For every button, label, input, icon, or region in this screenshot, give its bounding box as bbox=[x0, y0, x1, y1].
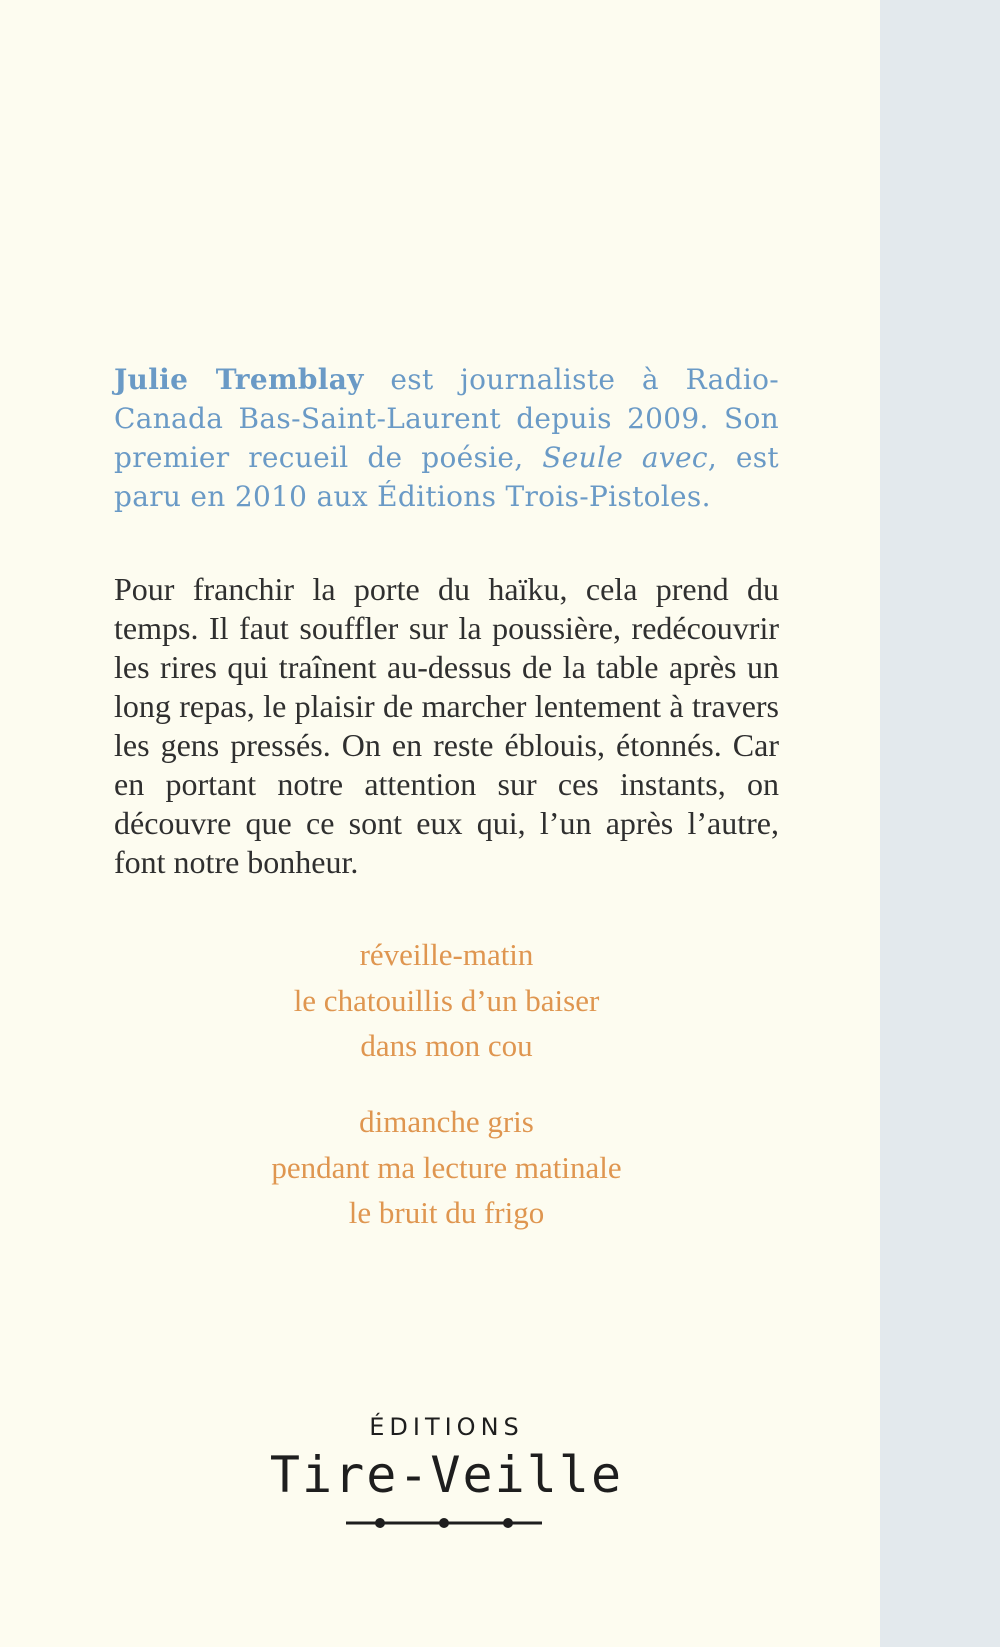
author-bio bbox=[114, 360, 779, 516]
book-blurb: Pour franchir la porte du haïku, cela prend du temps. Il faut souffler sur la poussière, redécouvrir les rires qui traînent au-dessus de la table après un long repas, le plaisir de marcher lentement à travers les gens pressés. On en reste éblouis, étonnés. Car en portant notre attention sur ces instants, on découvre que ce sont eux qui, l’un après l’autre, font notre bonheur. bbox=[114, 571, 779, 880]
book-title: Seule avec bbox=[542, 441, 708, 474]
publisher-label: ÉDITIONS bbox=[369, 1413, 524, 1441]
publisher-logo-name: Tire-Veille bbox=[269, 1446, 624, 1504]
haiku-line: réveille-matin bbox=[359, 937, 534, 972]
haiku-line: dimanche gris bbox=[359, 1104, 534, 1139]
haiku-line: dans mon cou bbox=[360, 1028, 533, 1063]
publisher-rule-icon bbox=[346, 1516, 542, 1530]
bio-text-1: est journaliste à Radio-Canada Bas-Saint-Laurent depuis 2009. Son premier recueil de poésie, bbox=[114, 363, 779, 474]
haiku-line: le chatouillis d’un baiser bbox=[293, 982, 600, 1018]
cover-edge-strip bbox=[880, 0, 1000, 1647]
haiku-1 bbox=[114, 932, 779, 1069]
bio-text-2: , est paru en 2010 aux Éditions Trois-Pistoles. bbox=[114, 441, 779, 513]
haiku-2 bbox=[114, 1099, 779, 1236]
haiku-line: pendant ma lecture matinale bbox=[271, 1149, 622, 1185]
haiku-line: le bruit du frigo bbox=[348, 1195, 545, 1230]
author-name: Julie Tremblay bbox=[114, 363, 364, 396]
